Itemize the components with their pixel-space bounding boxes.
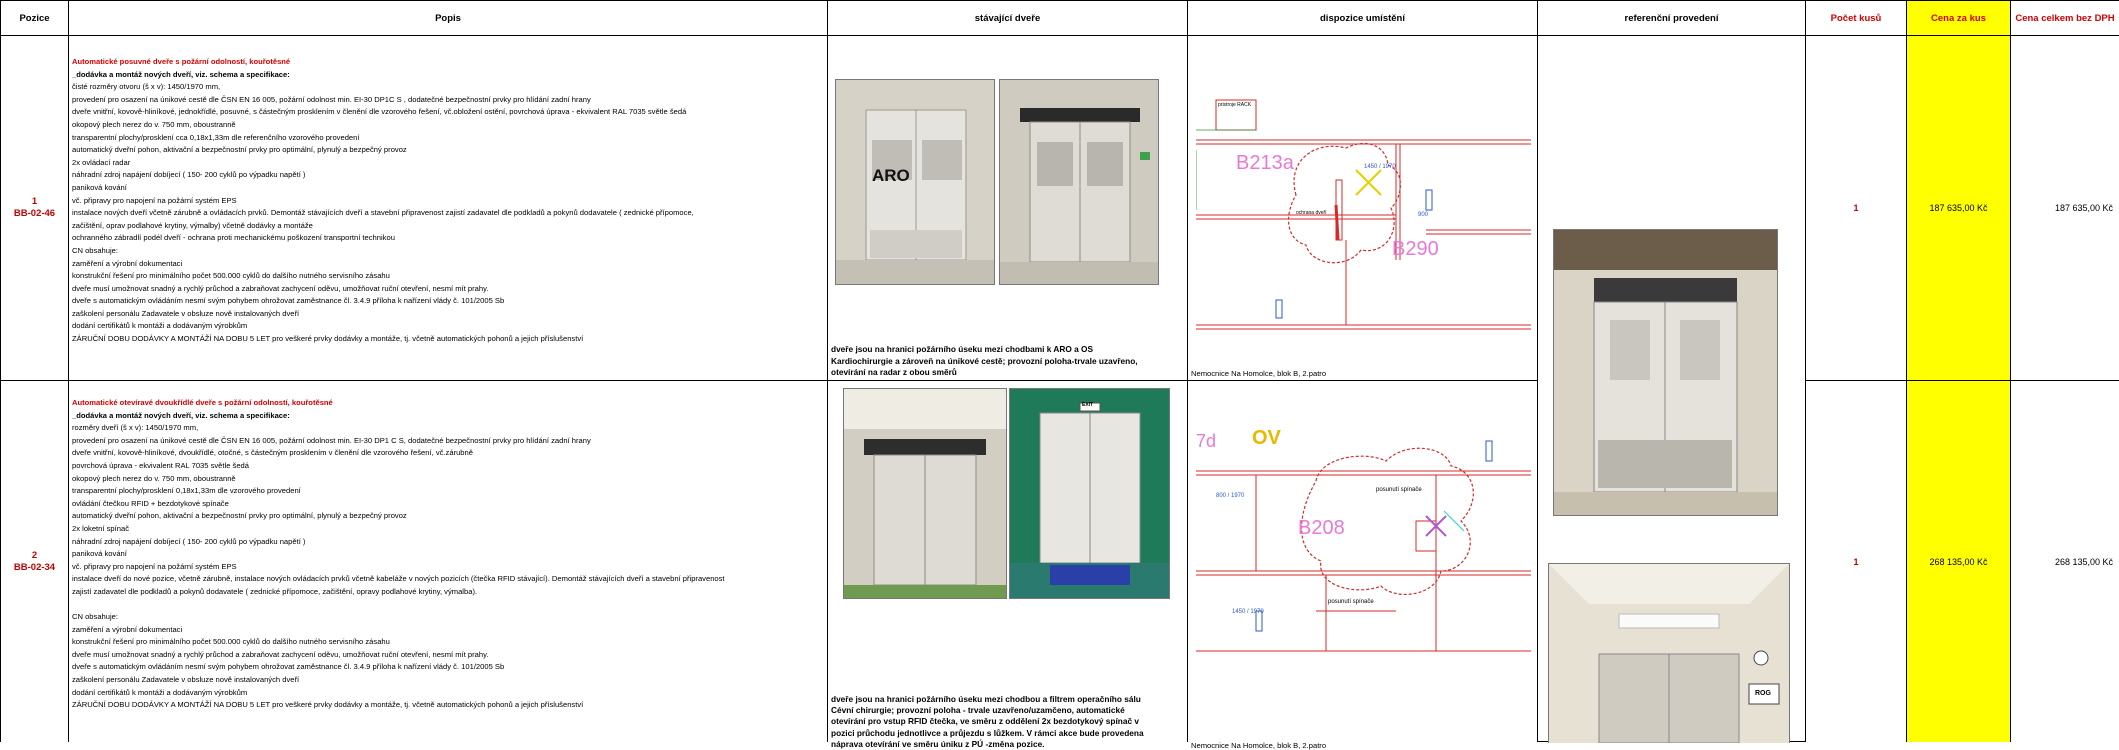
description-line: transparentní plochy/prosklení 0,18x1,33m dle vzorového provedení [72, 486, 301, 496]
existing-note-line: pozici průchodu jednotlivce a průjezdu s lůžkem. V rámci akce bude provedena [831, 727, 1144, 738]
description-line: dveře vnitřní, kovově-hliníkové, jednokřídlé, posuvné, s částečným prosklením v členění dle vzorového řešení, vč.obložení ostění, povrchová úprava - ekvivalent RAL 7035 světle šedá [72, 107, 687, 117]
row1-count: 1 [1806, 36, 1907, 381]
description-line: paniková kování [72, 182, 127, 192]
description-line: zajistí zadavatel dle podkladů a pokynů dodavatele ( zednické přípomoce, začištění, opravy podlahové krytiny, výmalba). [72, 586, 478, 596]
description-line: zaměření a výrobní dokumentaci [72, 258, 183, 268]
existing-note-line: Kardiochirurgie a zároveň na únikové cestě; provozní poloha-trvale uzavřeno, [831, 355, 1138, 366]
description-line: 2x loketní spínač [72, 523, 129, 533]
existing-note-line: otevírání na radar z obou směrů [831, 366, 957, 377]
header-dispozice: dispozice umístění [1188, 0, 1538, 36]
row1-existing-doors [828, 36, 1188, 381]
description-line: dodání certifikátů k montáži a dodávaným výrobkům [72, 687, 248, 697]
row2-description [69, 381, 828, 742]
header-pocet: Počet kusů [1806, 0, 1907, 36]
description-line: dveře vnitřní, kovově-hliníkové, dvoukřídlé, otočné, s částečným prosklením v členění dle vzorového řešení, vč.zárubně [72, 448, 473, 458]
description-line: CN obsahuje: [72, 245, 119, 255]
header-cena-kus: Cena za kus [1907, 0, 2011, 36]
row2-floor-plan [1196, 421, 1531, 671]
row1-floor-plan [1196, 80, 1531, 345]
row1-plan-door-label: ochrana dveří [1296, 210, 1327, 216]
row2-photo-existing-door-b [1009, 388, 1170, 599]
description-line: okopový plech nerez do v. 750 mm, oboustranně [72, 119, 236, 129]
description-line: zaškolení personálu Zadavatele v obsluze nově instalovaných dveří [72, 308, 300, 318]
reference-photo-a [1553, 229, 1778, 516]
row2-plan-room-a: B208 [1298, 517, 1345, 539]
row2-unit-price: 268 135,00 Kč [1907, 381, 2011, 742]
description-line: rozměry dveří (š x v): 1450/1970 mm, [72, 423, 199, 433]
existing-note-line: náprava otevírání ve směru úniku z PÚ -změna pozice. [831, 738, 1045, 749]
description-line: ochranného zábradlí podél dveří - ochrana proti mechanickému poškození transportní technikou [72, 233, 395, 243]
row1-number: 1 [31, 196, 38, 207]
description-line: transparentní plochy/prosklení cca 0,18x1,33m dle referenčního vzorového provedení [72, 132, 360, 142]
row2-number: 2 [31, 549, 38, 561]
existing-note-line: otevírání pro vstup RFID čtečka, ve směru z oddělení 2x bezdotykový spínač v [831, 716, 1140, 727]
existing-note-line: dveře jsou na hranici požárního úseku mezi chodbami k ARO a OS [831, 344, 1094, 355]
description-line: CN obsahuje: [72, 612, 119, 622]
row2-plan-switch-a: posunutí spínače [1376, 487, 1422, 493]
description-line: náhradní zdroj napájení dobíjecí ( 150- 200 cyklů po výpadku napětí ) [72, 170, 306, 180]
row1-layout-plan [1188, 36, 1538, 381]
description-line: ZÁRUČNÍ DOBU DODÁVKY A MONTÁŽÍ NA DOBU 5 LET pro veškeré prvky dodávky a montáže, tj. včetně automatických pohonů a jejich příslušenství [72, 700, 584, 710]
description-line: okopový plech nerez do v. 750 mm, oboustranně [72, 473, 236, 483]
row1-plan-caption: Nemocnice Na Homolce, blok B, 2.patro [1191, 369, 1327, 378]
row2-existing-doors [828, 381, 1188, 749]
row2-layout-plan [1188, 381, 1538, 750]
row1-existing-note [831, 344, 1138, 378]
row2-count: 1 [1806, 381, 1907, 742]
row1-pozice [0, 36, 69, 381]
row1-plan-room-b: B290 [1392, 238, 1439, 260]
row1-photo-existing-door-b [999, 79, 1159, 285]
description-line: ZÁRUČNÍ DOBU DODÁVKY A MONTÁŽÍ NA DOBU 5 LET pro veškeré prvky dodávky a montáže, tj. včetně automatických pohonů a jejich příslušenství [72, 334, 584, 344]
row2-plan-room-7: 7d [1196, 431, 1217, 451]
row1-plan-dim-b: 900 [1418, 212, 1429, 218]
row1-unit-price: 187 635,00 Kč [1907, 36, 2011, 381]
row2-plan-dim-a: 800 / 1970 [1216, 493, 1245, 499]
description-line: čisté rozměry otvoru (š x v): 1450/1970 mm, [72, 82, 221, 92]
description-line: konstrukční řešení pro minimálního počet 500.000 cyklů do dalšího nutného servisního zásahu [72, 637, 390, 647]
row1-total: 187 635,00 Kč [2011, 36, 2119, 381]
description-line: paniková kování [72, 549, 127, 559]
description-line: _dodávka a montáž nových dveří, viz. schema a specifikace: [72, 69, 290, 79]
row2-code: BB-02-34 [13, 561, 56, 573]
description-line: dveře musí umožnovat snadný a rychlý průchod a zabraňovat zachycení oděvu, umožňovat ruční otevření, nesmí mít prahy. [72, 283, 489, 293]
description-line: konstrukční řešení pro minimálního počet 500.000 cyklů do dalšího nutného servisního zásahu [72, 271, 390, 281]
description-line: automatický dveřní pohon, aktivační a bezpečnostní prvky pro optimální, plynulý a bezpečný provoz [72, 145, 407, 155]
row1-photo-existing-door-a [835, 79, 995, 285]
reference-cell [1538, 36, 1806, 742]
description-line: dveře s automatickým ovládáním nesmí svým pohybem ohrožovat zaměstnance čl. 3.4.9 příloha k nařízení vlády č. 101/2005 Sb [72, 296, 505, 306]
row1-description [69, 36, 828, 381]
description-line [72, 599, 823, 612]
existing-note-line: Cévní chirurgie; provozní poloha - trvale uzavřeno/uzamčeno, automatické [831, 705, 1125, 716]
description-line: instalace dveří do nové pozice, včetně zárubně, instalace nových ovládacích prvků včetně kabeláže v nových pozicích (čtečka RFID stávající). Demontáž stávajících dveří a stavební připravenost [72, 574, 725, 584]
description-line: náhradní zdroj napájení dobíjecí ( 150- 200 cyklů po výpadku napětí ) [72, 536, 306, 546]
description-line: dodání certifikátů k montáži a dodávaným výrobkům [72, 321, 248, 331]
description-line: vč. připravy pro napojení na požární systém EPS [72, 195, 237, 205]
row2-plan-dim-b: 1450 / 1970 [1232, 609, 1264, 615]
row1-plan-rack-label: pristroje RACK [1218, 102, 1252, 108]
description-line: Automatické posuvné dveře s požární odolností, kouřotěsné [72, 57, 291, 66]
description-line: zaměření a výrobní dokumentaci [72, 624, 183, 634]
row2-plan-room-ov: OV [1252, 427, 1281, 449]
description-line: dveře musí umožnovat snadný a rychlý průchod a zabraňovat zachycení oděvu, umožňovat ruční otevření, nesmí mít prahy. [72, 649, 489, 659]
description-line: zaškolení personálu Zadavatele v obsluze nově instalovaných dveří [72, 675, 300, 685]
description-line: provedení pro osazení na únikové cestě dle ČSN EN 16 005, požární odolnost min. EI-30 DP1C S , dodatečné bezpečnostní prvky pro hlídání zadní hrany [72, 94, 591, 104]
description-line: _dodávka a montáž nových dveří, viz. schema a specifikace: [72, 410, 290, 420]
description-line: Automatické otevíravé dvoukřídlé dveře s požární odolností, kouřotěsné [72, 398, 333, 407]
header-stavajici: stávající dveře [828, 0, 1188, 36]
description-line: začištění, oprav podlahové krytiny, výmalby) včetně dodávky a montáže [72, 220, 313, 230]
row2-plan-caption: Nemocnice Na Homolce, blok B, 2.patro [1191, 741, 1327, 750]
header-pozice: Pozice [0, 0, 69, 36]
row2-photo-existing-door-a [843, 388, 1007, 599]
row2-pozice [0, 381, 69, 742]
reference-photo-b [1548, 563, 1790, 743]
description-line: povrchová úprava - ekvivalent RAL 7035 světle šedá [72, 460, 250, 470]
description-line: provedení pro osazení na únikové cestě dle ČSN EN 16 005, požární odolnost min. EI-30 DP1 C S, dodatečné bezpečnostní prvky pro hlídání zadní hrany [72, 435, 591, 445]
row2-total: 268 135,00 Kč [2054, 556, 2113, 567]
row1-photo-sign: ARO [872, 166, 910, 185]
description-line: ovládání čtečkou RFID + bezdotykové spínače [72, 498, 229, 508]
header-referencni: referenční provedení [1538, 0, 1806, 36]
description-line: 2x ovládací radar [72, 157, 131, 167]
description-line: dveře s automatickým ovládáním nesmí svým pohybem ohrožovat zaměstnance čl. 3.4.9 příloha k nařízení vlády č. 101/2005 Sb [72, 662, 505, 672]
existing-note-line: dveře jsou na hranici požárního úseku mezi chodbou a filtrem operačního sálu [831, 693, 1141, 704]
row1-plan-room-a: B213a [1236, 152, 1294, 174]
header-cena-celkem: Cena celkem bez DPH [2011, 0, 2119, 36]
row1-plan-dim-a: 1450 / 1970 [1364, 164, 1396, 170]
row1-code: BB-02-46 [13, 208, 56, 219]
row2-plan-switch-b: posunutí spínače [1328, 599, 1374, 605]
description-line: instalace nových dveří včetně zárubně a ovládacích prvků. Demontáž stávajících dveří a stavební připravenost zajistí zadavatel dle podkladů a pokynů dodavatele ( zednické přípomoce, [72, 208, 694, 218]
header-popis: Popis [69, 0, 828, 36]
row2-photo-sign: EXIT [1082, 402, 1094, 408]
description-line: automatický dveřní pohon, aktivační a bezpečnostní prvky pro optimální, plynulý a bezpečný provoz [72, 511, 407, 521]
description-line: vč. připravy pro napojení na požární systém EPS [72, 561, 237, 571]
reference-photo-sign: ROG [1755, 690, 1771, 697]
